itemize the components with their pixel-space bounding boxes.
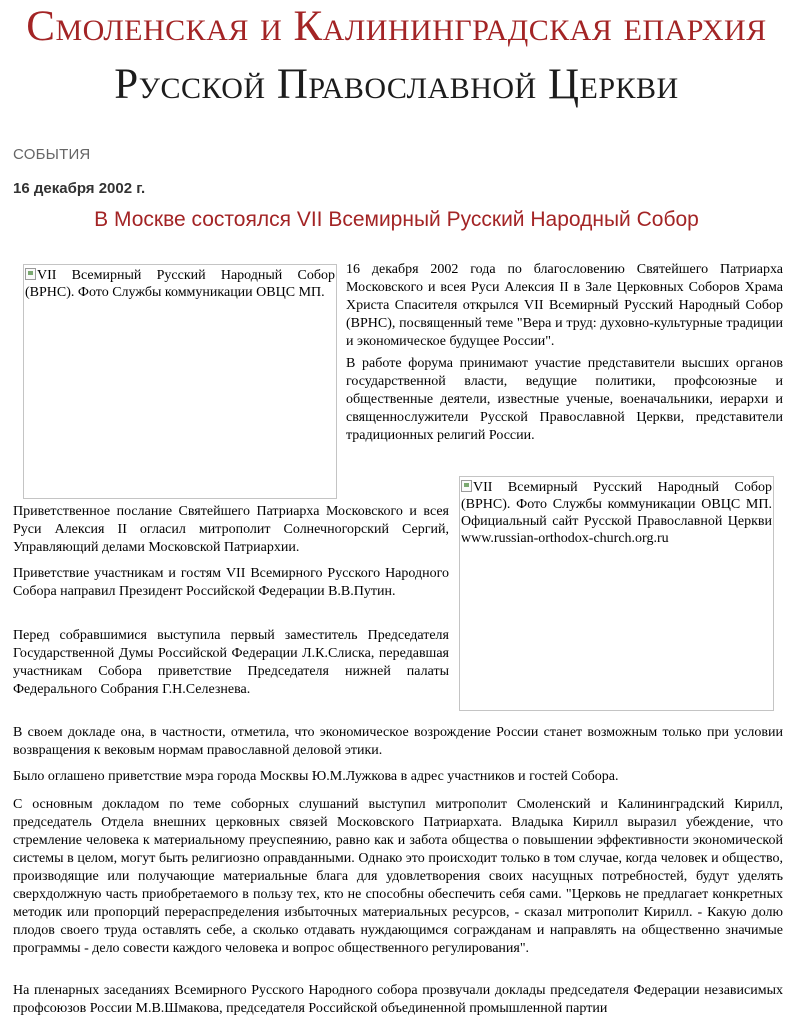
header-title-diocese: Смоленская и Калининградская епархия bbox=[26, 3, 767, 50]
article-paragraph: 16 декабря 2002 года по благословению Святейшего Патриарха Московского и всея Руси Алексия II в Зале Церковных Соборов Храма Христа Спасителя открылся VII Всемирный Русский Народный Собор (ВРНС), посвященный теме "Вера и труд: духовно-культурные традиции и экономическое будущее России". bbox=[346, 262, 783, 349]
article-paragraph: Было оглашено приветствие мэра города Москвы Ю.М.Лужкова в адрес участников и гостей Собора. bbox=[13, 769, 619, 784]
article-paragraph: С основным докладом по теме соборных слушаний выступил митрополит Смоленский и Калининградский Кирилл, председатель Отдела внешних церковных связей Московского Патриархата. Владыка Кирилл выразил убеждение, что стремление человека к материальному преуспеянию, равно как и забота общества о повышении эффективности экономической системы в целом, могут быть религиозно оправданными. Однако это происходит только в том случае, когда человек и общество, производящие или получающие материальные блага для удовлетворения своих насущных потребностей, будут уделять сверхдолжную часть приобретаемого в пользу тех, кто не способны обеспечить себя сами. "Церковь не предлагает конкретных методик или пропорций перераспределения избыточных материальных ресурсов, - сказал митрополит Кирилл. - Какую долю плодов своего труда оставлять себе, а сколько отдавать нуждающимся согражданам и направлять на общественно значимые программы - дело совести каждого человека и вопрос общественного регулирования". bbox=[13, 797, 783, 956]
article-paragraph: Перед собравшимися выступила первый заместитель Председателя Государственной Думы Российской Федерации Л.К.Слиска, передавшая участникам Собора приветствие Председателя нижней палаты Федерального Собрания Г.Н.Селезнева. bbox=[13, 628, 449, 697]
article-image-1 bbox=[23, 264, 337, 499]
article-date: 16 декабря 2002 г. bbox=[13, 180, 146, 197]
article-paragraph: Приветствие участникам и гостям VII Всемирного Русского Народного Собора направил Президент Российской Федерации В.В.Путин. bbox=[13, 566, 449, 599]
header-title-church: Русской Православной Церкви bbox=[114, 61, 679, 108]
article-paragraph: На пленарных заседаниях Всемирного Русского Народного собора прозвучали доклады председателя Федерации независимых профсоюзов России М.В.Шмакова, председателя Российской объединенной промышленной партии bbox=[13, 983, 783, 1016]
broken-image-icon bbox=[25, 268, 36, 280]
broken-image-icon bbox=[461, 480, 472, 492]
article-paragraph: Приветственное послание Святейшего Патриарха Московского и всея Руси Алексия II огласил митрополит Солнечногорский Сергий, Управляющий делами Московской Патриархии. bbox=[13, 504, 449, 555]
article-image-2 bbox=[459, 476, 774, 711]
article-paragraph: В работе форума принимают участие представители высших органов государственной власти, ведущие политики, профсоюзные и общественные деятели, известные ученые, военачальники, иерархи и священнослужители Русской Православной Церкви, представители традиционных религий России. bbox=[346, 356, 783, 443]
section-label: СОБЫТИЯ bbox=[13, 146, 91, 163]
image-alt-text: VII Всемирный Русский Народный Собор (ВРНС). Фото Службы коммуникации ОВЦС МП. bbox=[25, 268, 335, 300]
image-alt-text: VII Всемирный Русский Народный Собор (ВРНС). Фото Службы коммуникации ОВЦС МП. Официальный сайт Русской Православной Церкви www.russian-orthodox-church.org.ru bbox=[461, 480, 772, 546]
article-title: В Москве состоялся VII Всемирный Русский Народный Собор bbox=[94, 208, 699, 231]
article-paragraph: В своем докладе она, в частности, отметила, что экономическое возрождение России станет возможным только при условии возвращения к вековым нормам православной деловой этики. bbox=[13, 725, 783, 758]
site-header bbox=[0, 0, 793, 115]
